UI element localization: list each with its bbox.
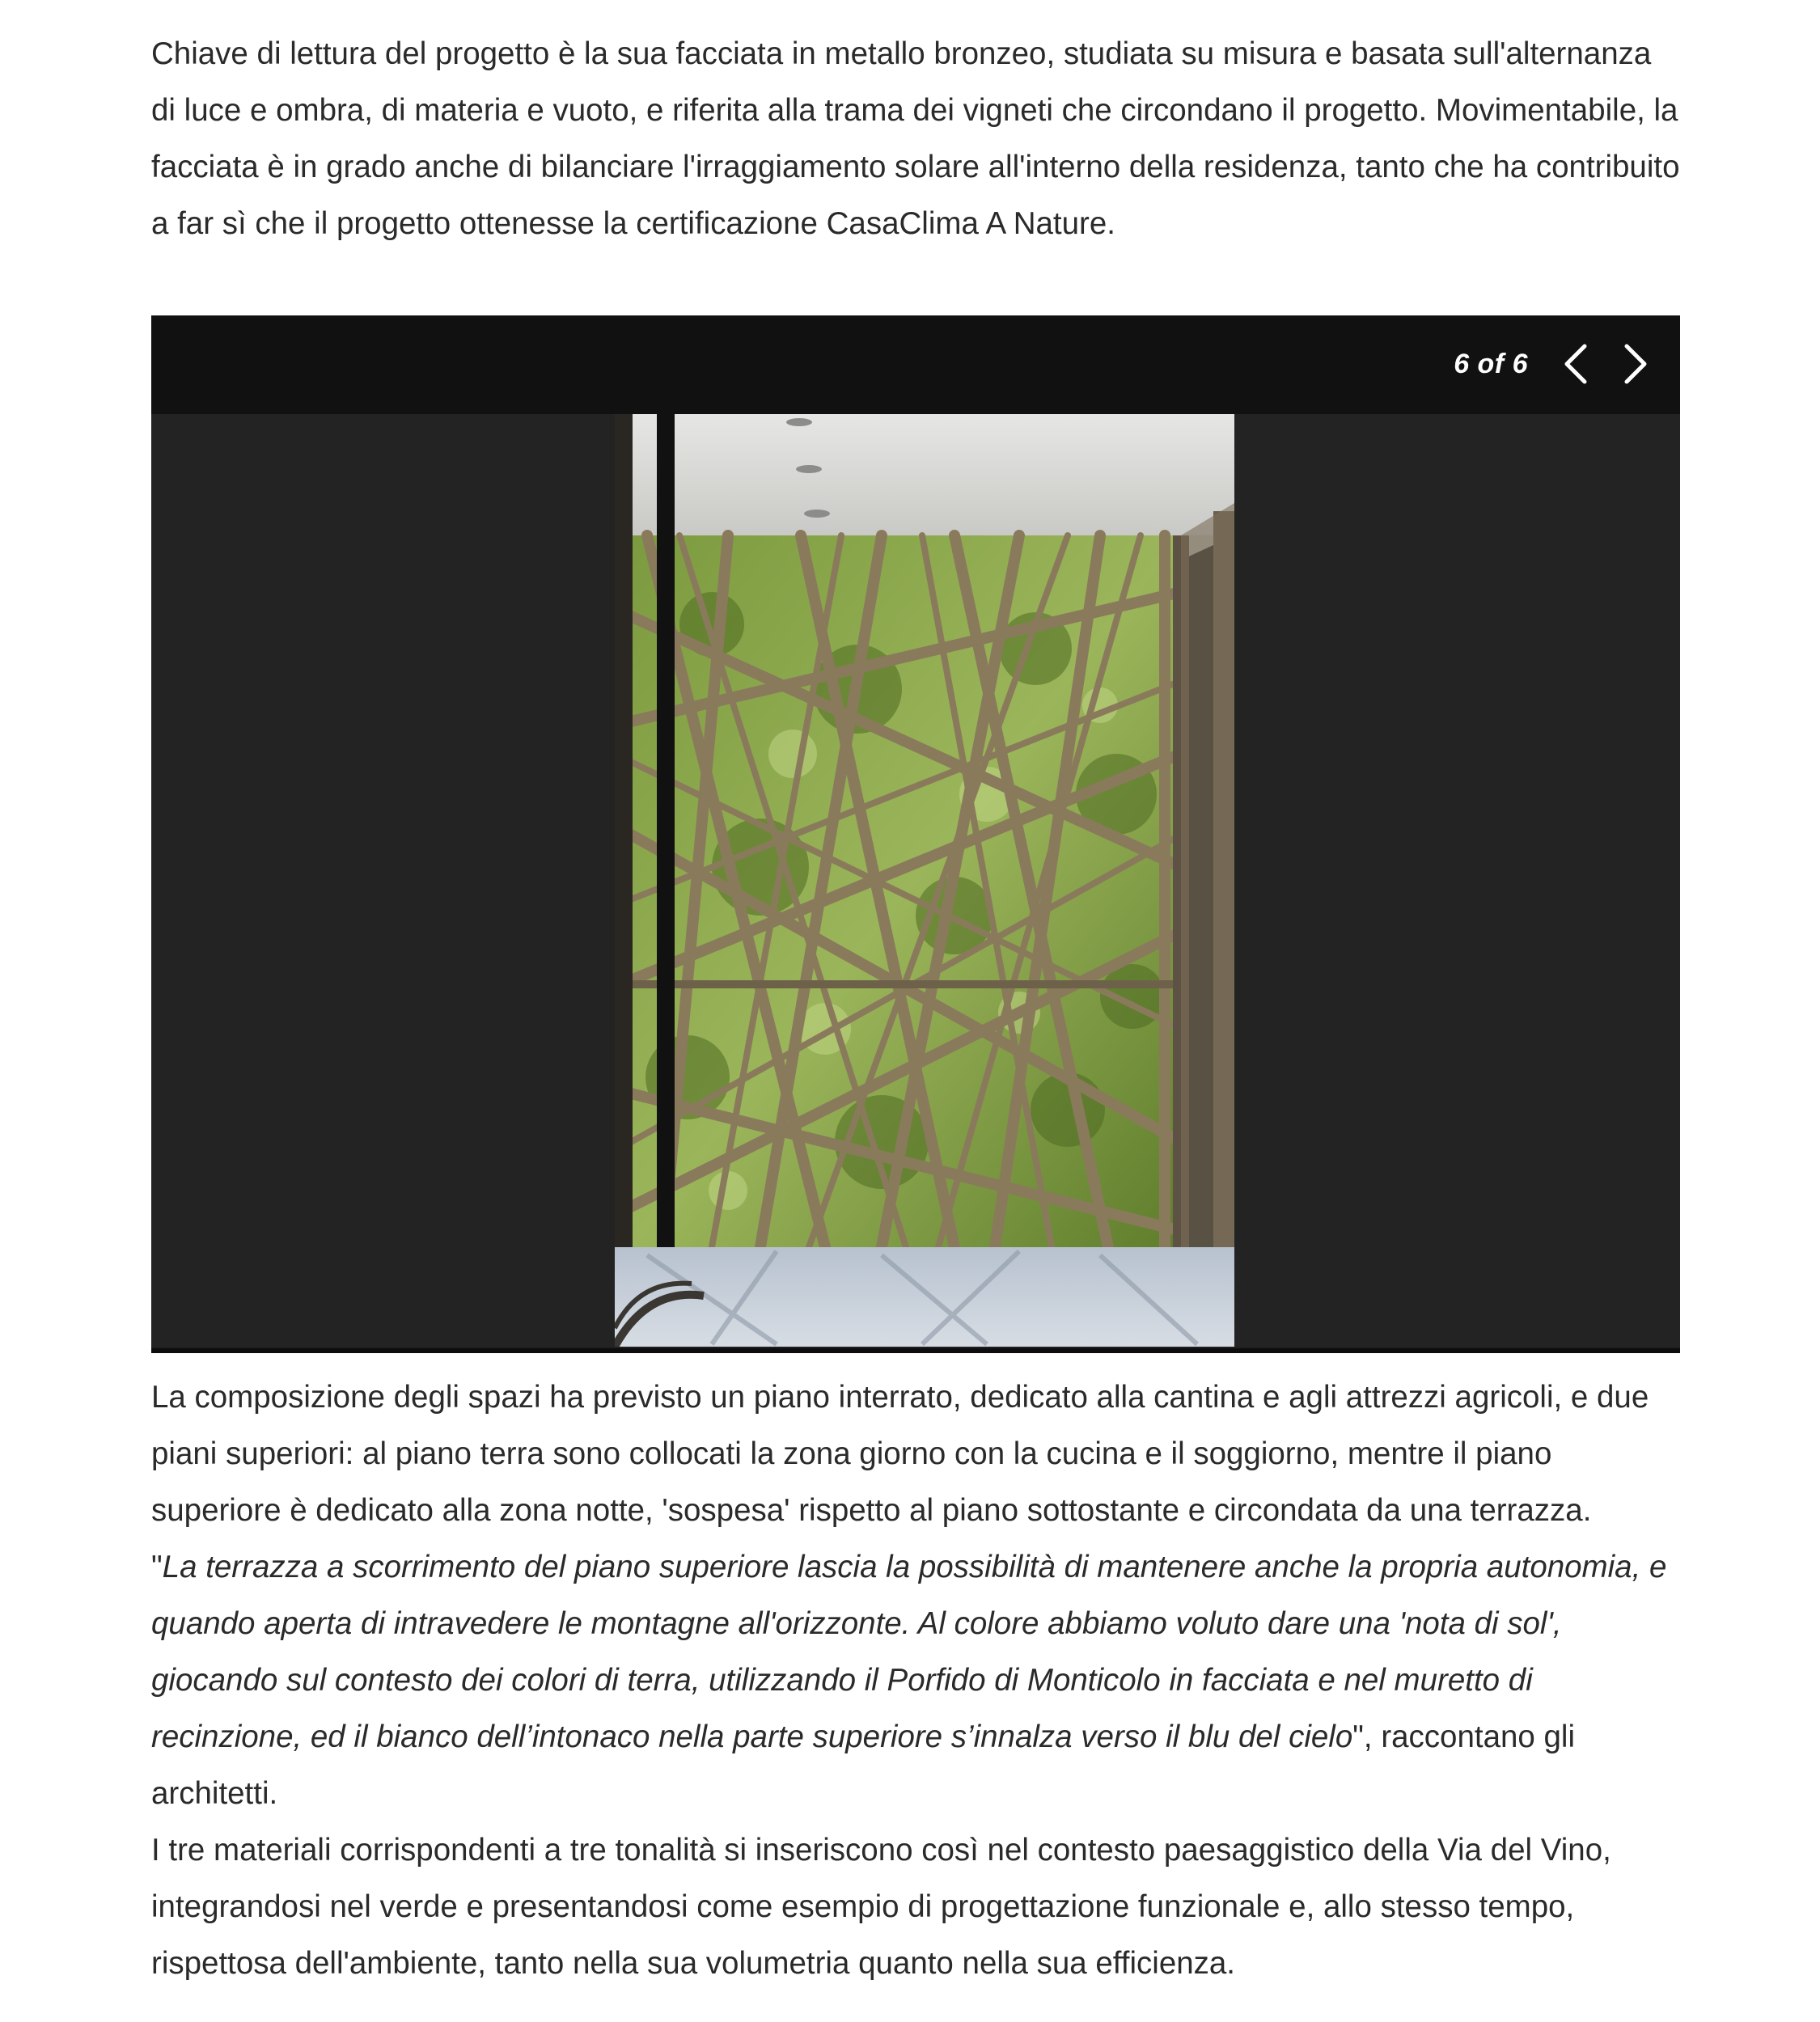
quote-open-mark: " [151,1550,163,1584]
architects-quote: La terrazza a scorrimento del piano superiore lascia la possibilità di mantenere anche la propria autonomia, e quando aperta di intravedere le montagne all'orizzonte. Al colore abbiamo voluto dare una 'nota di sol', giocando sul contesto dei colori di terra, utilizzando il Porfido di Monticolo in facciata e nel muretto di recinzione, ed il bianco dell’intonaco nella parte superiore s’innalza verso il blu del cielo [151,1550,1667,1754]
paragraph-materials: I tre materiali corrispondenti a tre tonalità si inseriscono così nel contesto paesaggistico della Via del Vino, integrandosi nel verde e presentandosi come esempio di progettazione funzionale e, allo stesso tempo, rispettosa dell'ambiente, tanto nella sua volumetria quanto nella sua efficienza. [151,1833,1611,1981]
chevron-right-icon [1619,343,1651,385]
article-body [151,0,1680,1992]
facade-photo-illustration [615,414,1234,1347]
gallery-stage [151,414,1680,1347]
gallery-toolbar [151,315,1680,414]
gallery-counter: 6 of 6 [1454,349,1528,379]
image-gallery [151,315,1680,1353]
quote-attribution: ", raccontano gli architetti. [151,1720,1576,1811]
paragraph-composition: La composizione degli spazi ha previsto un piano interrato, dedicato alla cantina e agli attrezzi agricoli, e due piani superiori: al piano terra sono collocati la zona giorno con la cucina e il soggiorno, mentre il piano superiore è dedicato alla zona notte, 'sospesa' rispetto al piano sottostante e circondata da una terrazza. [151,1380,1649,1528]
chevron-left-icon [1560,343,1593,385]
gallery-photo[interactable] [615,414,1234,1347]
gallery-next-button[interactable] [1612,338,1657,390]
paragraph-facade: Chiave di lettura del progetto è la sua facciata in metallo bronzeo, studiata su misura e basata sull'alternanza di luce e ombra, di materia e vuoto, e riferita alla trama dei vigneti che circondano il progetto. Movimentabile, la facciata è in grado anche di bilanciare l'irraggiamento solare all'interno della residenza, tanto che ha contribuito a far sì che il progetto ottenesse la certificazione CasaClima A Nature. [151,36,1680,241]
gallery-prev-button[interactable] [1554,338,1599,390]
paragraph-quote [151,1539,1680,1822]
